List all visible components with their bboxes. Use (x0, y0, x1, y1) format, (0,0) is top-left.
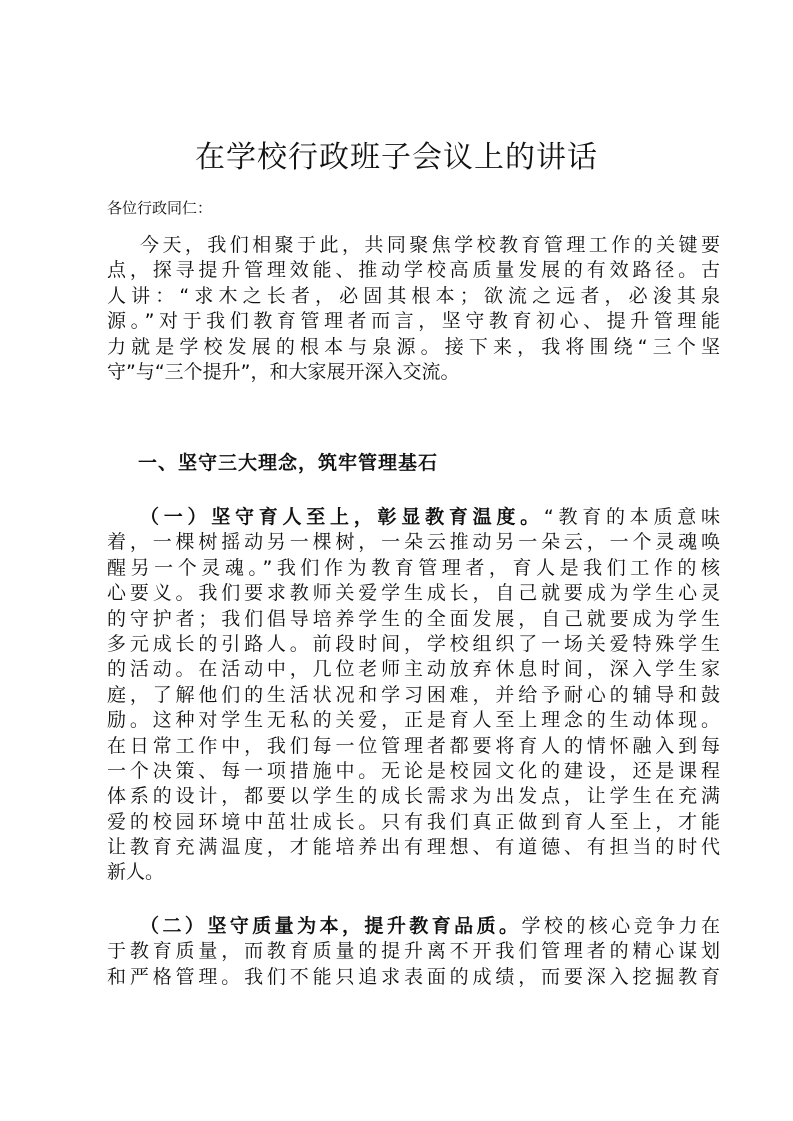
paragraph-2-lead: （二）坚守质量为本，提升教育品质。 (140, 915, 522, 937)
text-line: 励。这种对学生无私的关爱，正是育人至上理念的生动体现。 (107, 709, 720, 732)
text-line: 守”与“三个提升”，和大家展开深入交流。 (107, 360, 460, 383)
text-line: 源。”对于我们教育管理者而言，坚守教育初心、提升管理能 (107, 310, 720, 333)
text-line: 心要义。我们要求教师关爱学生成长，自己就要成为学生心灵 (107, 582, 720, 605)
text-line: 点，探寻提升管理效能、推动学校高质量发展的有效路径。古 (107, 259, 720, 282)
text-line: 新人。 (107, 861, 165, 884)
text-line: 爱的校园环境中茁壮成长。只有我们真正做到育人至上，才能 (107, 810, 720, 833)
text-line: 着，一棵树摇动另一棵树，一朵云推动另一朵云，一个灵魂唤 (107, 531, 720, 554)
paragraph-1 (107, 505, 720, 886)
text-line: 今天，我们相聚于此，共同聚焦学校教育管理工作的关键要 (140, 234, 720, 256)
text-line: 和严格管理。我们不能只追求表面的成绩，而要深入挖掘教育 (107, 965, 720, 988)
paragraph-1-first-rest: “教育的本质意味 (543, 506, 720, 528)
text-line: 的活动。在活动中，几位老师主动放弃休息时间，深入学生家 (107, 658, 720, 681)
text-line: 一个决策、每一项措施中。无论是校园文化的建设，还是课程 (107, 759, 720, 782)
text-line: 的守护者；我们倡导培养学生的全面发展，自己就要成为学生 (107, 607, 720, 630)
salutation: 各位行政同仁： (107, 199, 213, 217)
text-line: 多元成长的引路人。前段时间，学校组织了一场关爱特殊学生 (107, 632, 720, 655)
paragraph-2-first-line (107, 914, 720, 939)
text-line: 人讲：“求木之长者，必固其根本；欲流之远者，必浚其泉 (107, 284, 720, 307)
paragraph-2 (107, 914, 720, 990)
text-line: 体系的设计，都要以学生的成长需求为出发点，让学生在充满 (107, 785, 720, 808)
text-line: 在日常工作中，我们每一位管理者都要将育人的情怀融入到每 (107, 734, 720, 757)
paragraph-1-lead: （一）坚守育人至上，彰显教育温度。 (140, 506, 544, 528)
text-line: 让教育充满温度，才能培养出有理想、有道德、有担当的时代 (107, 836, 720, 859)
text-line: 于教育质量，而教育质量的提升离不开我们管理者的精心谋划 (107, 940, 720, 963)
text-line: 力就是学校发展的根本与泉源。接下来，我将围绕“三个坚 (107, 335, 720, 358)
text-line: 醒另一个灵魂。”我们作为教育管理者，育人是我们工作的核 (107, 556, 720, 579)
text-line: 庭，了解他们的生活状况和学习困难，并给予耐心的辅导和鼓 (107, 683, 720, 706)
section-heading-1: 一、坚守三大理念，筑牢管理基石 (138, 452, 439, 474)
paragraph-1-first-line (107, 505, 720, 530)
paragraph-2-first-rest: 学校的核心竞争力在 (521, 915, 720, 937)
document-title: 在学校行政班子会议上的讲话 (195, 140, 598, 175)
intro-paragraph (107, 233, 720, 385)
